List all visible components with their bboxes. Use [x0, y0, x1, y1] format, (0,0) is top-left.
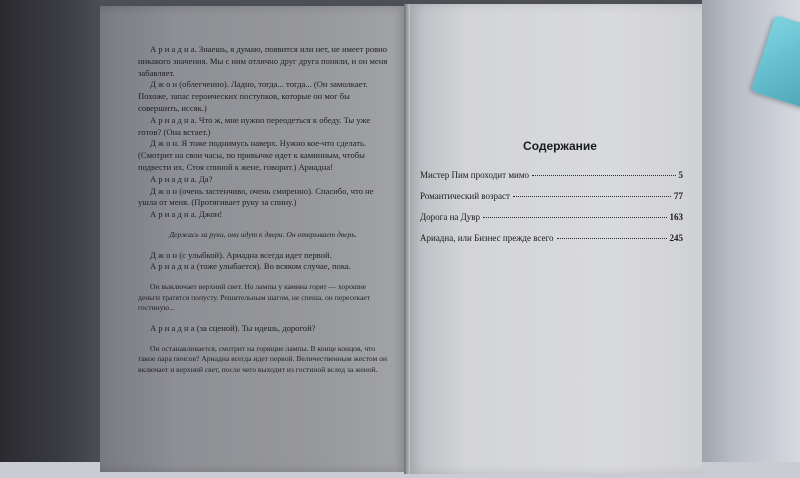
contents-entry [420, 233, 683, 254]
entry-title: Дорога на Дувр [420, 212, 481, 222]
text-line: А р и а д н а (тоже улыбается). Во всяком случае, пока. [150, 261, 351, 272]
entry-title: Ариадна, или Бизнес прежде всего [420, 233, 554, 243]
text-line: А р и а д н а. Джон! [150, 209, 223, 220]
entry-title: Мистер Пим проходит мимо [420, 170, 530, 180]
contents-list [420, 170, 683, 254]
dot-leader [557, 237, 667, 239]
stage-direction: Держась за руки, они идут к двери. Он открывает дверь. [169, 229, 357, 239]
entry-title: Романтический возраст [420, 191, 510, 201]
stage-direction: Он останавливается, смотрит на горящие лампы. В конце концов, что такое пара пенсов? Ариадна всегда идет первой. Величественным жестом он включает и верхний свет, после чего выходит из гостиной вслед за женой. [138, 343, 388, 374]
entry-page: 245 [669, 233, 683, 243]
contents-title: Содержание [523, 139, 597, 153]
text-line: А р и а д н а (за сценой). Ты идешь, дорогой? [150, 322, 316, 333]
book-gutter [404, 4, 410, 474]
dot-leader [532, 174, 675, 176]
text-line: А р и а д н а. Да? [150, 173, 213, 184]
contents-entry [420, 212, 683, 233]
contents-entry [420, 191, 683, 212]
text-line: Д ж о н (очень застенчиво, очень смиренно). Спасибо, что не ушла от меня. (Протягивает руку за спину.) [138, 185, 374, 208]
contents-entry [420, 170, 683, 191]
left-page-text [138, 44, 388, 376]
text-line: Д ж о н (с улыбкой). Ариадна всегда идет первой. [150, 249, 332, 260]
entry-page: 77 [674, 191, 683, 201]
text-line: Д ж о н. Я тоже поднимусь наверх. Нужно кое-что сделать. (Смотрит на свои часы, по привычке идет к каминным, чтобы подвести их. Стоя спиной к жене, говорит.) Ариадна! [138, 138, 367, 172]
text-line: А р и а д н а. Знаешь, я думаю, появится или нет, не имеет ровно никакого значения. Мы с ним отлично друг друга поняли, и он меня забавляет. [138, 44, 388, 78]
table-shadow-left [0, 0, 100, 478]
entry-page: 163 [669, 212, 683, 222]
text-line: Д ж о н (облегченно). Ладно, тогда... тогда... (Он замолкает. Похоже, запас героических поступков, которые он мог бы совершить, иссяк.) [138, 79, 368, 113]
stage-direction: Он выключает верхний свет. Но лампы у камина горят — хорошие деньги тратятся попусту. Решительным шагом, не спеша, он пересекает гостиную... [138, 282, 371, 313]
entry-page: 5 [678, 170, 683, 180]
text-line: А р и а д н а. Что ж, мне нужно переодеться к обеду. Ты уже готов? (Она встает.) [138, 114, 371, 137]
dot-leader [513, 195, 671, 197]
dot-leader [483, 216, 666, 218]
